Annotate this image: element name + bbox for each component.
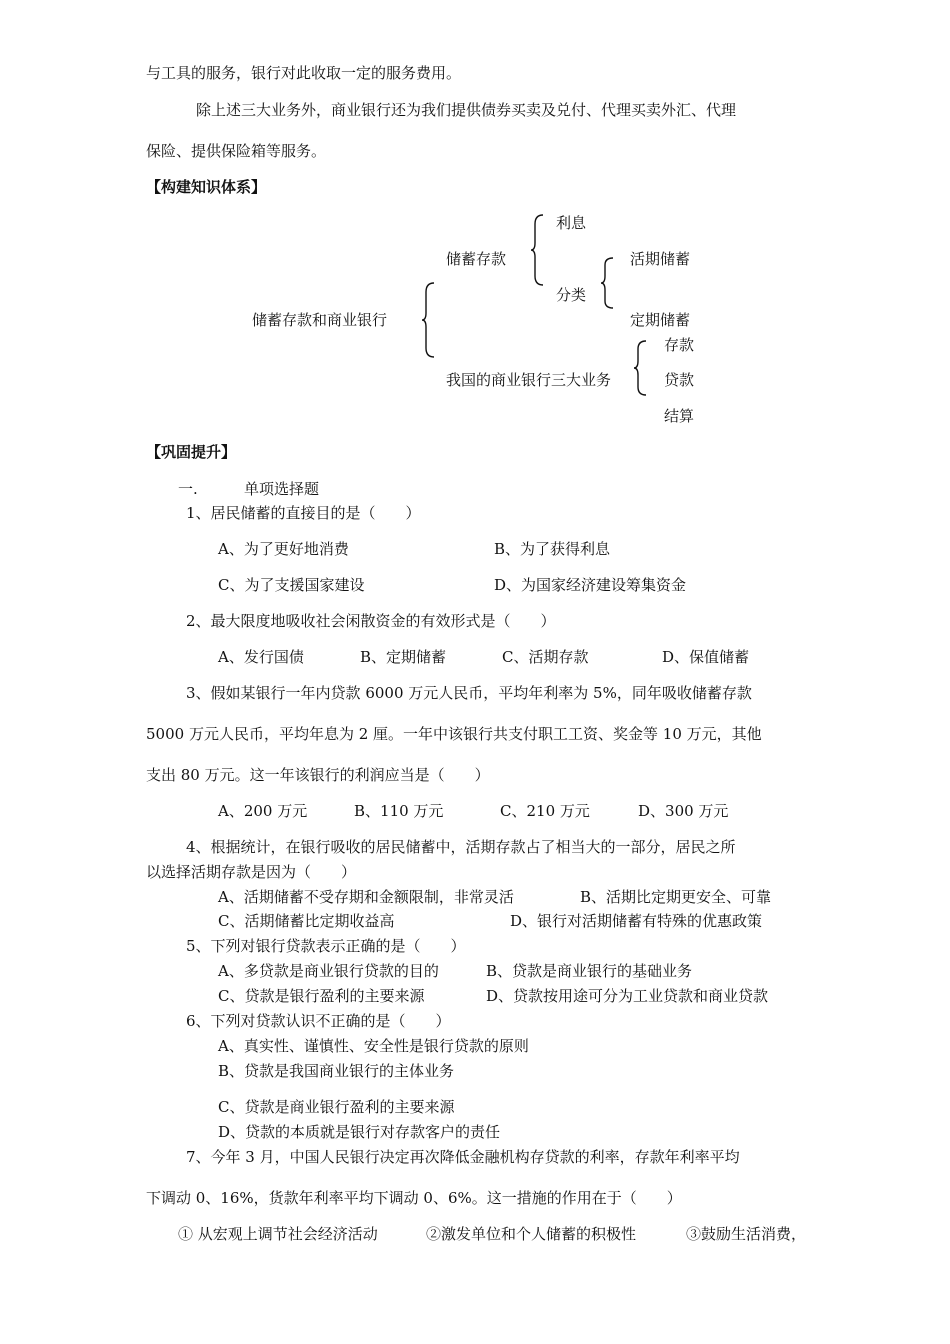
q4-line-1: 4、根据统计，在银行吸收的居民储蓄中，活期存款占了相当大的一部分，居民之所 (186, 838, 736, 856)
classify-brace (601, 257, 615, 309)
q4-line-2: 以选择活期存款是因为（ ） (146, 863, 357, 881)
q7-option-1: ① 从宏观上调节社会经济活动 (178, 1225, 378, 1243)
q3-line-1: 3、假如某银行一年内贷款 6000 万元人民币，平均年利率为 5%，同年吸收储蓄存款 (186, 684, 752, 702)
section-title-practice: 【巩固提升】 (146, 443, 237, 461)
q6-option-c: C、贷款是商业银行盈利的主要来源 (218, 1098, 455, 1116)
q7-line-2: 下调动 0、16%，货款年利率平均下调动 0、6%。这一措施的作用在于（ ） (146, 1189, 682, 1207)
intro-line-3: 保险、提供保险箱等服务。 (146, 142, 327, 160)
q2-option-d: D、保值储蓄 (662, 648, 750, 666)
q7-line-1: 7、今年 3 月，中国人民银行决定再次降低金融机构存贷款的利率，存款年利率平均 (186, 1148, 740, 1166)
q4-option-d: D、银行对活期储蓄有特殊的优惠政策 (510, 912, 763, 930)
diagram-deposit: 存款 (664, 336, 695, 354)
savings-brace (531, 214, 545, 286)
q3-option-a: A、200 万元 (218, 802, 308, 820)
diagram-classify: 分类 (556, 286, 587, 304)
q5-option-b: B、贷款是商业银行的基础业务 (486, 962, 693, 980)
q2-option-b: B、定期储蓄 (360, 648, 447, 666)
q6-stem: 6、下列对贷款认识不正确的是（ ） (186, 1012, 451, 1030)
q4-option-b: B、活期比定期更安全、可靠 (580, 888, 772, 906)
q3-option-b: B、110 万元 (354, 802, 444, 820)
q1-option-a: A、为了更好地消费 (218, 540, 349, 558)
q7-option-2: ②激发单位和个人储蓄的积极性 (426, 1225, 637, 1243)
part-title: 单项选择题 (244, 480, 320, 498)
q2-option-c: C、活期存款 (502, 648, 589, 666)
diagram-current: 活期储蓄 (630, 250, 691, 268)
diagram-savings: 储蓄存款 (446, 250, 507, 268)
diagram-loan: 贷款 (664, 371, 695, 389)
diagram-bank: 我国的商业银行三大业务 (446, 371, 612, 389)
diagram-settle: 结算 (664, 407, 695, 425)
q4-option-a: A、活期储蓄不受存期和金额限制，非常灵活 (218, 888, 514, 906)
q5-option-d: D、贷款按用途可分为工业贷款和商业贷款 (486, 987, 769, 1005)
q1-option-b: B、为了获得利息 (494, 540, 611, 558)
intro-line-1: 与工具的服务，银行对此收取一定的服务费用。 (146, 64, 462, 82)
q6-option-a: A、真实性、谨慎性、安全性是银行贷款的原则 (218, 1037, 529, 1055)
q6-option-b: B、贷款是我国商业银行的主体业务 (218, 1062, 455, 1080)
q3-line-2: 5000 万元人民币，平均年息为 2 厘。一年中该银行共支付职工工资、奖金等 10 万元，其他 (146, 725, 762, 743)
q3-line-3: 支出 80 万元。这一年该银行的利润应当是（ ） (146, 766, 490, 784)
bank-brace (634, 340, 648, 396)
q5-option-a: A、多贷款是商业银行贷款的目的 (218, 962, 439, 980)
q2-stem: 2、最大限度地吸收社会闲散资金的有效形式是（ ） (186, 612, 556, 630)
q3-option-d: D、300 万元 (638, 802, 729, 820)
q5-stem: 5、下列对银行贷款表示正确的是（ ） (186, 937, 466, 955)
q1-option-c: C、为了支援国家建设 (218, 576, 365, 594)
q3-option-c: C、210 万元 (500, 802, 590, 820)
q2-option-a: A、发行国债 (218, 648, 304, 666)
q5-option-c: C、贷款是银行盈利的主要来源 (218, 987, 425, 1005)
q1-option-d: D、为国家经济建设筹集资金 (494, 576, 687, 594)
q4-option-c: C、活期储蓄比定期收益高 (218, 912, 395, 930)
q6-option-d: D、贷款的本质就是银行对存款客户的责任 (218, 1123, 501, 1141)
q1-stem: 1、居民储蓄的直接目的是（ ） (186, 504, 421, 522)
section-title-knowledge: 【构建知识体系】 (146, 178, 267, 196)
part-number: 一. (178, 480, 198, 498)
diagram-root: 储蓄存款和商业银行 (252, 311, 388, 329)
root-brace (422, 282, 436, 358)
diagram-interest: 利息 (556, 214, 587, 232)
q7-option-3: ③鼓励生活消费， (686, 1225, 807, 1243)
diagram-fixed: 定期储蓄 (630, 311, 691, 329)
intro-line-2: 除上述三大业务外，商业银行还为我们提供债券买卖及兑付、代理买卖外汇、代理 (196, 101, 737, 119)
